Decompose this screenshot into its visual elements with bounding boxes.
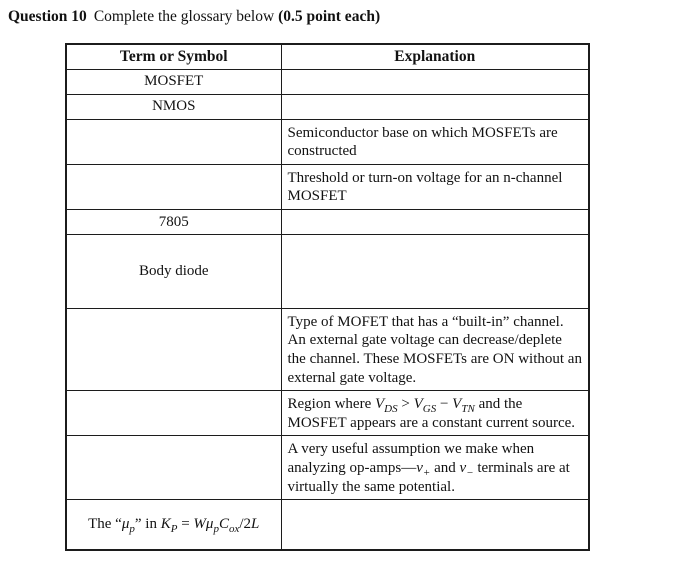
- glossary-row: [66, 164, 589, 209]
- glossary-row: [66, 209, 589, 234]
- question-title: [8, 8, 380, 26]
- explanation-cell: [281, 209, 589, 234]
- term-cell: [66, 164, 281, 209]
- question-number: Question 10: [8, 8, 87, 25]
- glossary-header-row: [66, 44, 589, 69]
- term-column-header: Term or Symbol: [66, 44, 281, 69]
- glossary-row: [66, 119, 589, 164]
- term-cell: 7805: [66, 209, 281, 234]
- term-cell: [66, 119, 281, 164]
- explanation-cell: A very useful assumption we make when analyzing $op-amps—v_+$ and $v_-$ terminals are at virtually the same potential.: [281, 436, 589, 500]
- explanation-column-header: Explanation: [281, 44, 589, 69]
- term-cell: NMOS: [66, 94, 281, 119]
- term-cell: The “$\mu_p$” in $K_P = W\mu_pC_{ox}/2L$: [66, 500, 281, 550]
- explanation-cell: [281, 69, 589, 94]
- question-points: (0.5 point each): [278, 8, 381, 25]
- glossary-row: [66, 391, 589, 436]
- term-cell: Body diode: [66, 234, 281, 308]
- term-cell: MOSFET: [66, 69, 281, 94]
- explanation-cell: Region where $V_{DS} > V_{GS} - V_{TN}$ and the MOSFET appears are a constant current source.: [281, 391, 589, 436]
- term-cell: [66, 436, 281, 500]
- explanation-cell: [281, 500, 589, 550]
- term-cell: [66, 308, 281, 390]
- glossary-table: [65, 43, 590, 551]
- glossary-row: [66, 308, 589, 390]
- glossary-row: [66, 234, 589, 308]
- question-instruction: Complete the glossary below: [93, 8, 275, 25]
- glossary-row: [66, 500, 589, 550]
- explanation-cell: Threshold or turn-on voltage for an n-channel MOSFET: [281, 164, 589, 209]
- explanation-cell: Semiconductor base on which MOSFETs are constructed: [281, 119, 589, 164]
- glossary-row: [66, 94, 589, 119]
- explanation-cell: [281, 94, 589, 119]
- term-cell: [66, 391, 281, 436]
- explanation-cell: [281, 234, 589, 308]
- glossary-row: [66, 69, 589, 94]
- explanation-cell: Type of MOFET that has a “built-in” channel. An external gate voltage can decrease/deplete the channel. These MOSFETs are ON without an external gate voltage.: [281, 308, 589, 390]
- glossary-row: [66, 436, 589, 500]
